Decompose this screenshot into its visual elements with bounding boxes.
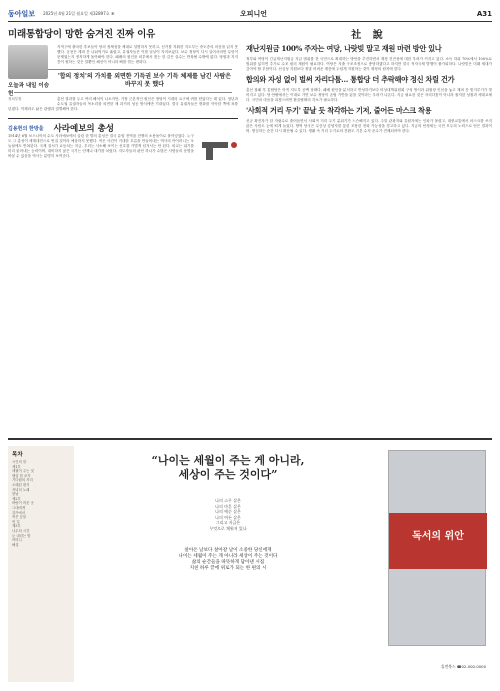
footer-line: 지친 하루 끝에 위로가 되는 한 편의 시 (189, 565, 267, 571)
section-name: 오피니언 (240, 9, 268, 18)
poem-line: 나의 여든 살은 (215, 514, 241, 520)
issue-date: 2025년 4월 21일 월요일 제32897호 ⑧ (43, 10, 115, 16)
toc-heading: 목차 (12, 452, 23, 458)
ad-quote (80, 454, 376, 482)
toc-item: 기다림의 자리 (12, 478, 33, 483)
footer-line: 삶의 순간들을 따뜻하게 담아낸 시집 (191, 559, 265, 565)
toc-item: 제1부 (12, 464, 21, 469)
sub-column-name: 김용헌의 한방울 (8, 125, 44, 132)
author-name: 오늘과 내일 이승헌 (8, 83, 50, 97)
toc-item: 시인의 말 (12, 460, 27, 464)
sub-column-title: 사라예보의 총성 (53, 124, 114, 134)
editorial-body-3: 신규 확진자가 한 자릿수로 줄어들면서 사회적 거리 두기 분위기가 느슨해지고 있다. 주말 관광지와 유원지에는 인파가 몰렸고, 대중교통에서 마스크를 쓰지 않은 사람도 눈에 띄게 늘었다. 방역 당국은 무증상 감염자를 통한 조용한 전파 가능성을 경고하고 있다. 지금의 안정세는 국민 모두의 노력으로 얻은 결과이며, 방심하는 순간 다시 확산될 수 있다. 생활 속 거리 두기로의 전환도 기본 수칙 준수가 전제되어야 한다. (246, 119, 492, 133)
toc-item: 세월이 주는 것 (12, 469, 34, 474)
toc-item: 강가에서 (12, 510, 26, 515)
ad-quote-line: “나이는 세월이 주는 게 아니라, (151, 454, 305, 467)
book-cover (388, 450, 486, 646)
footer-line: 나이는 세월이 주는 게 아니라 세상이 주는 것이다 (178, 553, 278, 559)
toc-item: 봄날 (12, 492, 19, 497)
pistol-illustration (198, 134, 238, 162)
toc-item: 눈 내리는 밤 (12, 533, 31, 538)
author-byline (8, 45, 52, 102)
editorial-mark: 社 說 (351, 30, 387, 41)
editorial-headline-3: '사회적 거리 두기' 끝날 듯 착각하는 기저, 줄어든 마스크 착용 (246, 106, 432, 115)
ad-main (80, 446, 376, 682)
sub-column-body: 1914년 6월 보스니아의 수도 사라예보에서 울린 한 발의 총성은 결국 유럽 전역을 전쟁의 소용돌이로 몰아넣었다. 누구도 그 총성이 세계대전으로 번질 것이라 예상하지 못했다. 작은 사건이 거대한 흐름을 만들어내는 역사의 아이러니는 오늘날에도 반복된다. 국제 질서가 요동치는 지금, 우리는 사소해 보이는 신호를 가볍게 넘겨서는 안 된다. 외교는 위기를 미리 읽어내는 능력이며, 대비하지 않은 국가는 언제나 대가를 치렀다. 지도자들의 판단 하나가 수많은 사람들의 운명을 바꿀 수 있음을 역사는 분명히 보여준다. (8, 134, 194, 158)
toc-item: 나무의 시간 (12, 528, 30, 533)
left-column (8, 26, 238, 430)
toc-item: 먼 길 (12, 519, 20, 524)
poem-line: 나의 스무 살은 (215, 498, 241, 503)
toc-item: 해설 (12, 542, 19, 547)
editorial-body-2: 총선 참패 후 통합당은 아직 지도부 공백 상태다. 패배 원인을 분석하고 반성하기보다 비상대책위원회 구성 방식과 위원장 인선을 놓고 계파 간 힘겨루기가 벌어지고 있다. 당 안팎에서는 이대로 가면 보수 정당이 존립 기반을 잃을 것이라는 우려가 나온다. 지금 필요한 것은 자리다툼이 아니라 철저한 성찰과 세대교체다. 국민의 마음을 되찾으려면 환골탈태의 각오가 필요하다. (246, 88, 492, 102)
column-headline: 미래통합당이 망한 숨겨진 진짜 이유 (8, 29, 156, 40)
sub-column-header (8, 118, 238, 134)
toc-item: 오래된 편지 (12, 482, 30, 487)
author-photo (8, 45, 48, 79)
toc-item: 바람이 머문 곳 (12, 501, 34, 506)
masthead (8, 6, 492, 22)
editorial-body-1: 정부와 여당이 긴급재난지원금 지급 범위를 전 국민으로 확대하는 방안을 추진하면서 재정 건전성에 대한 우려가 커지고 있다. 소득 하위 70%에서 100%로 범위를 넓히면 추가로 수조 원의 재원이 필요하다. 여당은 지출 구조조정으로 충당하겠다고 하지만 결국 적자국채 발행이 불가피하다. 나랏빚은 미래 세대가 갚아야 할 부담이다. 선심성 지원보다 정말 어려운 계층에 두텁게 지원하는 것이 재정의 원칙에 맞다. (246, 57, 492, 71)
editorial-headline-2: 합의와 자성 없이 벌써 자리다툼… 통합당 더 추락해야 정신 차릴 건가 (246, 75, 455, 84)
pull-quote: '합의 정치'의 가치를 외면한 기득권 보수 기득 체제를 남긴 사람은 바꾸지 못 했다 (14, 69, 232, 93)
page-number: A31 (476, 9, 492, 18)
toc-item: 저녁의 노래 (12, 487, 30, 492)
toc-list (12, 460, 70, 547)
toc-item: 그대에게 (12, 505, 26, 510)
book-title: 독서의 위안 (412, 531, 464, 542)
publisher-info: 휴먼북스 ☎02-000-0000 (440, 664, 486, 669)
toc-item: 어머니 (12, 538, 22, 543)
editorial-column (246, 26, 492, 430)
author-title: 정치부장 (8, 97, 22, 101)
book-advertisement (8, 438, 492, 684)
ad-poem (80, 498, 376, 532)
column-body-continued: 총선 결과를 두고 여러 해석이 나오지만, 가장 근본적인 원인은 정당이 시대의 요구에 귀를 닫았다는 데 있다. 청년과 수도권 유권자들의 목소리를 외면한 채 과거의 성공 방식에만 기대었다. 결국 유권자들은 변화를 약속한 쪽에 표를 던졌다. 이제라도 낡은 관행과 결별해야 한다. (8, 97, 238, 111)
table-of-contents (8, 446, 74, 682)
toc-item: 햇살 한 조각 (12, 473, 31, 478)
poem-line: 그리고 지금은 (215, 520, 241, 526)
ad-quote-line: 세상이 주는 것이다” (178, 468, 278, 481)
poem-line: 나의 마흔 살은 (215, 503, 241, 509)
column-body: 지역구에 출마한 후보들이 당의 정체성을 제대로 설명하지 못하고, 선거를 지휘한 지도부는 중도층의 마음을 읽지 못했다. 공천은 계파 간 나눠먹기로 흘렀고, 유권자들은 이를 낱낱이 지켜보았다. 보수 정당이 다시 일어서려면 무엇이 문제였는지 정직하게 돌아봐야 한다. 패배의 원인을 외부에서 찾는 한 같은 실수는 반복될 수밖에 없다. 당원과 지지층이 원하는 것은 말뿐인 쇄신이 아니라 뼈를 깎는 변화다. (57, 45, 238, 64)
newspaper-logo: 동아일보 (8, 9, 36, 18)
poem-line: 무엇으로 채워져 있나 (209, 525, 247, 531)
toc-item: 제2부 (12, 496, 21, 501)
poem-line: 나의 예순 살은 (215, 509, 241, 515)
ad-footer-text (80, 548, 376, 572)
footer-line: 살아온 날보다 살아갈 날이 소중한 당신에게 (184, 547, 272, 553)
toc-item: 제3부 (12, 524, 21, 529)
toc-item: 작은 등불 (12, 515, 27, 520)
editorial-headline-1: 재난지원금 100% 주자는 여당, 나랏빚 말고 재원 마련 방안 있나 (246, 44, 442, 53)
